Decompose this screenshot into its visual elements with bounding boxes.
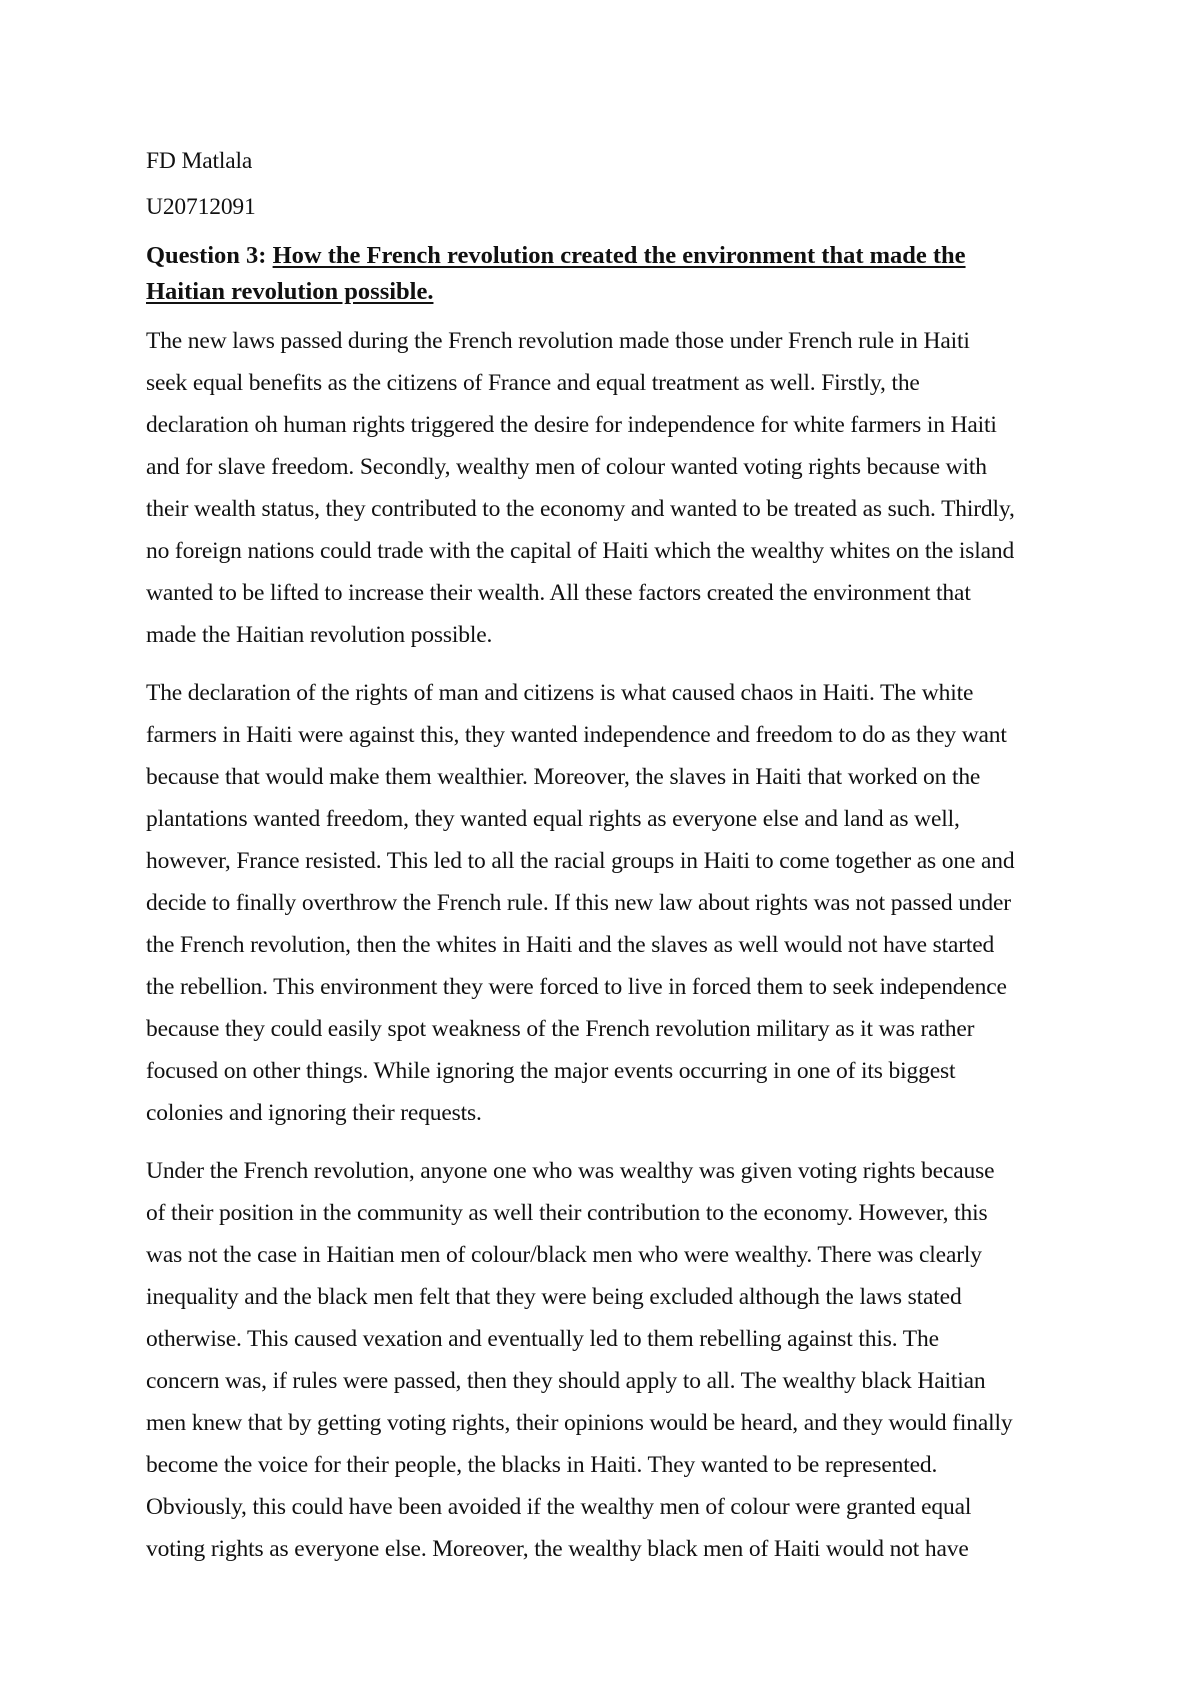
paragraph-line: made the Haitian revolution possible. [146,622,493,648]
paragraph-line: no foreign nations could trade with the capital of Haiti which the wealthy whites on the island [146,538,1015,564]
paragraph-line: The declaration of the rights of man and citizens is what caused chaos in Haiti. The white [146,680,974,706]
paragraph-line: inequality and the black men felt that they were being excluded although the laws stated [146,1284,962,1310]
paragraph-line: become the voice for their people, the blacks in Haiti. They wanted to be represented. [146,1452,938,1478]
question-title-part1: How the French revolution created the environment that made the [272,242,966,269]
question-label: Question 3: [146,242,273,269]
paragraph-line: wanted to be lifted to increase their wealth. All these factors created the environment that [146,580,971,606]
paragraph-line: the French revolution, then the whites in Haiti and the slaves as well would not have started [146,932,995,958]
paragraph-line: Obviously, this could have been avoided if the wealthy men of colour were granted equal [146,1494,972,1520]
question-heading-line1 [146,240,966,272]
paragraph-line: seek equal benefits as the citizens of France and equal treatment as well. Firstly, the [146,370,920,396]
paragraph-line: men knew that by getting voting rights, their opinions would be heard, and they would finally [146,1410,1013,1436]
paragraph-line: focused on other things. While ignoring the major events occurring in one of its biggest [146,1058,956,1084]
paragraph-line: however, France resisted. This led to all the racial groups in Haiti to come together as one and [146,848,1015,874]
paragraph-line: the rebellion. This environment they were forced to live in forced them to seek independence [146,974,1007,1000]
paragraph-line: and for slave freedom. Secondly, wealthy men of colour wanted voting rights because with [146,454,987,480]
paragraph-line: voting rights as everyone else. Moreover, the wealthy black men of Haiti would not have [146,1536,969,1562]
paragraph-line: decide to finally overthrow the French rule. If this new law about rights was not passed under [146,890,1011,916]
paragraph-line: because they could easily spot weakness of the French revolution military as it was rather [146,1016,975,1042]
paragraph-line: otherwise. This caused vexation and eventually led to them rebelling against this. The [146,1326,939,1352]
author-name: FD Matlala [146,148,253,174]
paragraph-line: Under the French revolution, anyone one who was wealthy was given voting rights because [146,1158,995,1184]
paragraph-line: their wealth status, they contributed to the economy and wanted to be treated as such. Thirdly, [146,496,1015,522]
paragraph-line: colonies and ignoring their requests. [146,1100,482,1126]
paragraph-line: concern was, if rules were passed, then they should apply to all. The wealthy black Haitian [146,1368,986,1394]
paragraph-line: was not the case in Haitian men of colour/black men who were wealthy. There was clearly [146,1242,982,1268]
paragraph-line: farmers in Haiti were against this, they wanted independence and freedom to do as they want [146,722,1007,748]
question-title-part2: Haitian revolution possible. [146,278,434,305]
paragraph-line: of their position in the community as well their contribution to the economy. However, this [146,1200,988,1226]
paragraph-line: because that would make them wealthier. Moreover, the slaves in Haiti that worked on the [146,764,981,790]
paragraph-line: declaration oh human rights triggered the desire for independence for white farmers in Haiti [146,412,997,438]
paragraph-line: plantations wanted freedom, they wanted equal rights as everyone else and land as well, [146,806,960,832]
paragraph-line: The new laws passed during the French revolution made those under French rule in Haiti [146,328,970,354]
student-number: U20712091 [146,194,256,220]
question-heading-line2 [146,276,433,308]
